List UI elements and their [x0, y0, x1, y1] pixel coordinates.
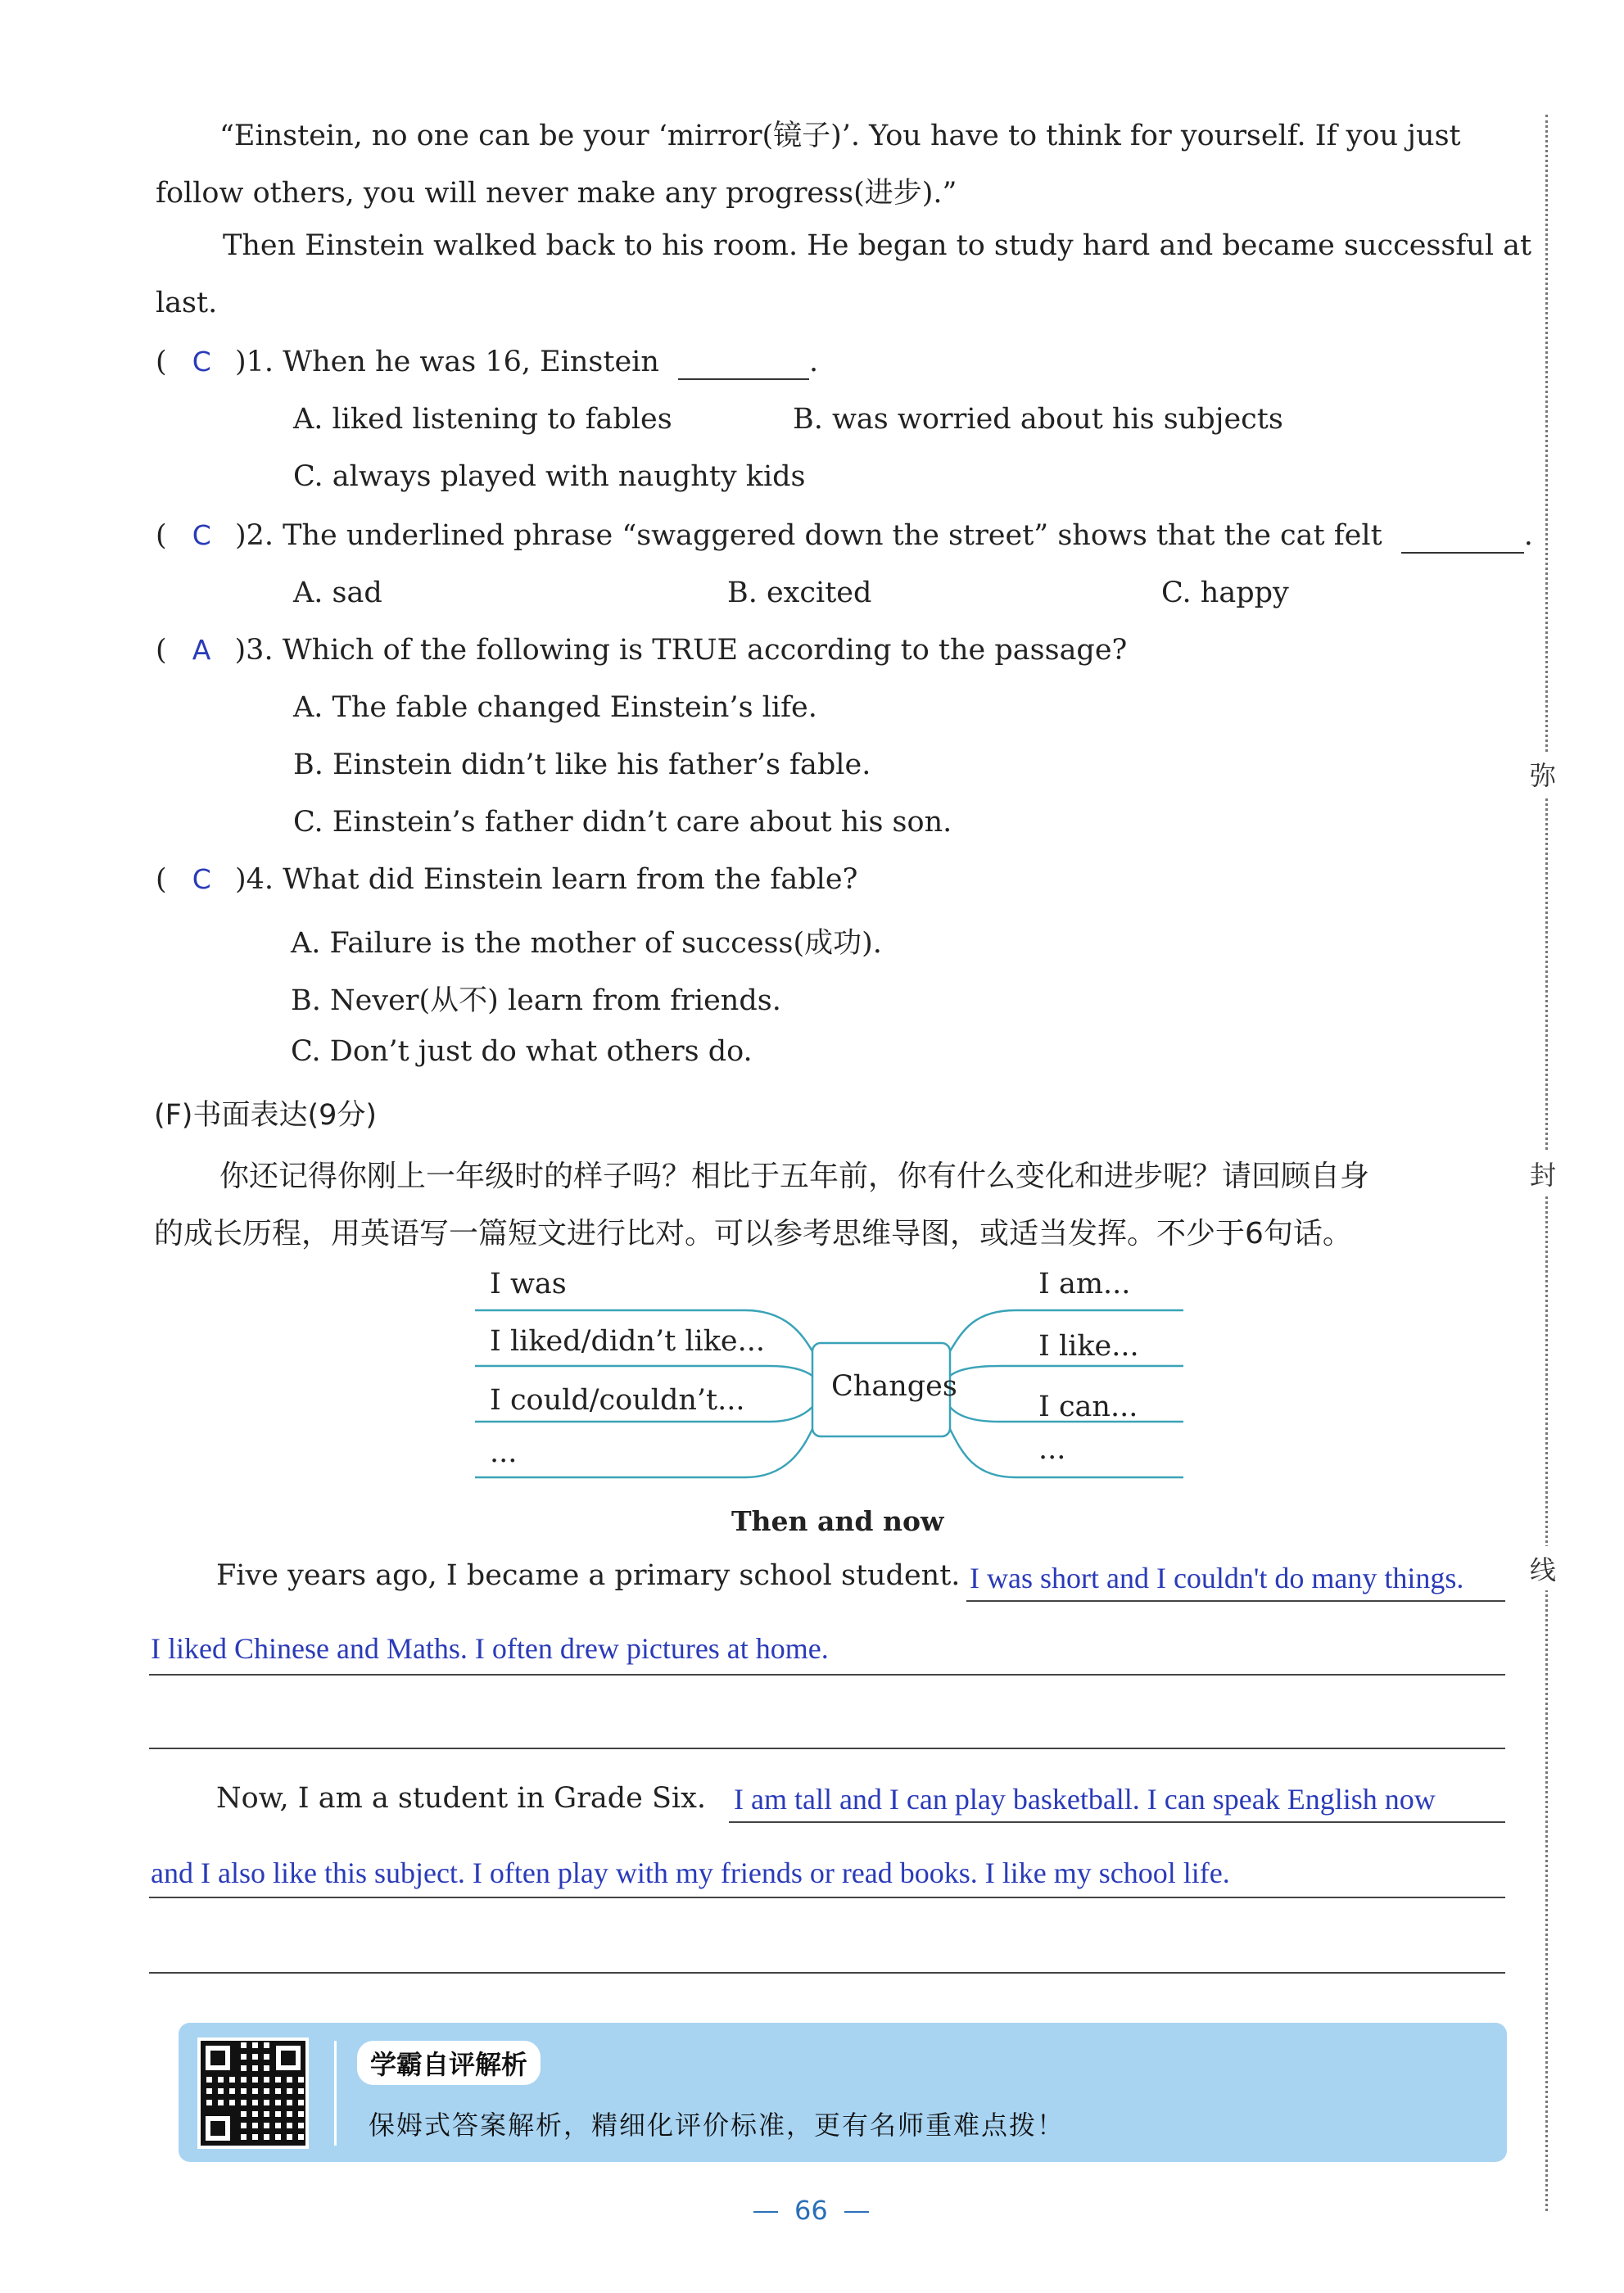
- banner-divider: [334, 2041, 337, 2146]
- q1-option-b: B. was worried about his subjects: [793, 403, 1283, 436]
- answer-blank-2[interactable]: [1401, 519, 1524, 554]
- essay-title: Then and now: [731, 1505, 944, 1537]
- passage-para2-line2: last.: [156, 287, 218, 319]
- side-mark-mi: 弥: [1530, 752, 1556, 796]
- passage-quote-line1: “Einstein, no one can be your ‘mirror(镜子)’. You have to think for yourself. If you just: [219, 120, 1461, 152]
- question-2-end: .: [1523, 519, 1533, 552]
- page-number: [737, 2195, 885, 2226]
- writing-line: [149, 1972, 1505, 1974]
- q4-option-a: A. Failure is the mother of success(成功).: [291, 927, 882, 960]
- q4-option-c: C. Don’t just do what others do.: [291, 1035, 753, 1068]
- answer-3: A: [192, 634, 211, 666]
- q4-option-b: B. Never(从不) learn from friends.: [291, 984, 781, 1017]
- qr-code-icon[interactable]: [201, 2041, 305, 2146]
- writing-heading: (F)书面表达(9分): [154, 1099, 378, 1132]
- banner-title: 学霸自评解析: [357, 2041, 541, 2085]
- mind-map: [459, 1261, 1196, 1490]
- q1-option-c: C. always played with naughty kids: [293, 460, 806, 493]
- answer-blank-1[interactable]: [678, 346, 809, 380]
- writing-line: [729, 1821, 1505, 1823]
- mindmap-right-4: ...: [1038, 1433, 1066, 1466]
- paren-open: (: [156, 346, 167, 378]
- q2-option-c: C. happy: [1161, 577, 1289, 609]
- question-2-stem: )2. The underlined phrase “swaggered down the street” shows that the cat felt: [234, 519, 1382, 552]
- writing-instruction-line2: 的成长历程，用英语写一篇短文进行比对。可以参考思维导图，或适当发挥。不少于6句话。: [154, 1217, 1352, 1251]
- essay-answer-2-line2[interactable]: and I also like this subject. I often play with my friends or read books. I like my school life.: [151, 1857, 1230, 1889]
- q3-option-c: C. Einstein’s father didn’t care about his son.: [293, 806, 952, 839]
- question-3: [156, 634, 1127, 667]
- question-1: [156, 346, 818, 380]
- mindmap-center: Changes: [831, 1370, 957, 1403]
- promo-banner: [179, 2023, 1507, 2162]
- passage-para2-line1: Then Einstein walked back to his room. He began to study hard and became successful at: [223, 229, 1532, 262]
- question-4-stem: )4. What did Einstein learn from the fable?: [234, 863, 858, 896]
- mindmap-right-1: I am...: [1038, 1268, 1131, 1300]
- side-mark-feng: 封: [1530, 1151, 1556, 1196]
- essay-answer-1-line1[interactable]: I was short and I couldn't do many things.: [970, 1562, 1464, 1594]
- passage-quote-line2: follow others, you will never make any progress(进步).”: [156, 177, 957, 210]
- essay-intro-1: Five years ago, I became a primary school student.: [216, 1559, 961, 1592]
- essay-answer-1-line2[interactable]: I liked Chinese and Maths. I often drew pictures at home.: [151, 1632, 829, 1665]
- side-mark-xian: 线: [1530, 1546, 1556, 1590]
- paren-open: (: [156, 634, 167, 667]
- writing-line: [149, 1674, 1505, 1676]
- writing-instruction-line1: 你还记得你刚上一年级时的样子吗？相比于五年前，你有什么变化和进步呢？请回顾自身: [219, 1160, 1370, 1193]
- q3-option-b: B. Einstein didn’t like his father’s fable.: [293, 749, 871, 781]
- paren-open: (: [156, 519, 167, 552]
- q2-option-b: B. excited: [727, 577, 872, 609]
- banner-text: 保姆式答案解析，精细化评价标准，更有名师重难点拨！: [369, 2110, 1065, 2141]
- paren-open: (: [156, 863, 167, 896]
- mindmap-right-2: I like...: [1038, 1330, 1139, 1363]
- question-2: [156, 519, 1533, 554]
- answer-4: C: [192, 863, 211, 895]
- writing-line: [149, 1897, 1505, 1898]
- answer-1: C: [192, 346, 211, 378]
- mindmap-left-1: I was: [490, 1268, 567, 1300]
- writing-line: [966, 1600, 1505, 1602]
- page-number-value: 66: [794, 2195, 828, 2226]
- essay-intro-2: Now, I am a student in Grade Six.: [216, 1782, 706, 1815]
- mindmap-left-4: ...: [490, 1436, 518, 1469]
- mindmap-right-3: I can...: [1038, 1391, 1138, 1423]
- question-1-stem: )1. When he was 16, Einstein: [234, 346, 659, 378]
- mindmap-left-3: I could/couldn’t...: [490, 1384, 745, 1417]
- mindmap-left-2: I liked/didn’t like...: [490, 1325, 766, 1358]
- question-1-end: .: [809, 346, 819, 378]
- answer-2: C: [192, 519, 211, 551]
- q2-option-a: A. sad: [293, 577, 382, 609]
- question-4: [156, 863, 857, 896]
- writing-line: [149, 1748, 1505, 1749]
- q1-option-a: A. liked listening to fables: [293, 403, 672, 436]
- question-3-stem: )3. Which of the following is TRUE according to the passage?: [234, 634, 1128, 667]
- essay-answer-2-line1[interactable]: I am tall and I can play basketball. I can speak English now: [734, 1783, 1436, 1816]
- q3-option-a: A. The fable changed Einstein’s life.: [293, 691, 817, 724]
